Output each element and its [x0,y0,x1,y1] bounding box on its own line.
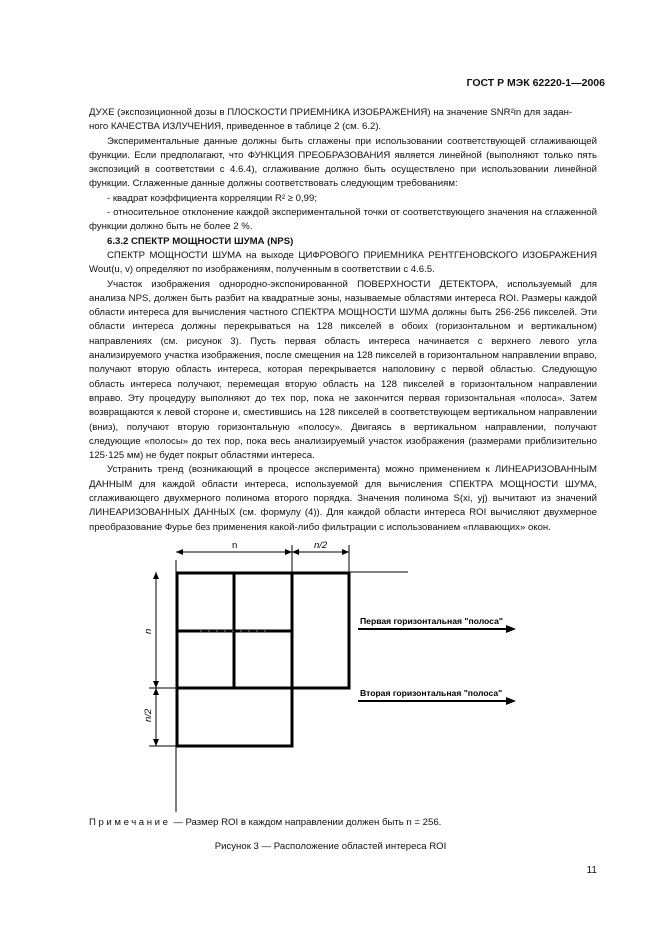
dimension-arrow-icon [153,572,159,579]
arrow-right-icon [506,625,516,633]
paragraph-4: Участок изображения однородно-экспонированной ПОВЕРХНОСТИ ДЕТЕКТОРА, используемый для анализа NPS, должен быть разбит на квадратные зоны, называемые областями интереса ROI. Размеры каждой области интереса для вычисления частного СПЕКТРА МОЩНОСТИ ШУМА должны быть 256·256 пикселей. Эти области интереса должны перекрываться на 128 пикселей в обоих (горизонтальном и вертикальном) направлениях (см. рисунок 3). Пусть первая область интереса начинается с верхнего левого угла анализируемого участка изображения, после смещения на 128 пикселей в горизонтальном направлении вправо, получают вторую область интереса, которая перекрывается наполовину с первой областью. Следующую область интереса получают, перемещая вторую область на 128 пикселей в горизонтальном направлении вправо. Эту процедуру выполняют до тех пор, пока не закончится первая горизонтальная «полоса». Затем возвращаются к левой стороне и, сместившись на 128 пикселей в соответствующем вертикальном направлении (вниз), получают вторую горизонтальную «полосу». Двигаясь в вертикальном направлении, получают следующие «полосы» до тех пор, пока весь анализируемый участок изображения (размерами приблизительно 125·125 мм) не будет покрыт областями интереса. [89,278,597,462]
bullet-1: - квадрат коэффициента корреляции R² ≥ 0,99; [107,192,318,204]
bullet-2: - относительное отклонение каждой экспериментальной точки от соответствующего значения на сглаженной функции должно быть не более 2 %. [89,207,597,233]
dimension-arrow-icon [153,739,159,746]
arrow-label-1: Первая горизонтальная "полоса" [360,616,503,626]
document-header: ГОСТ Р МЭК 62220-1—2006 [466,77,605,89]
paragraph-2: Экспериментальные данные должны быть сглажены при использовании соответствующей сглаживающей функции. Если предполагают, что ФУНКЦИЯ ПРЕОБРАЗОВАНИЯ является линейной (выполняют только пять экспозиций в соответствии с 4.6.4), сглаживание должно быть осуществлено при использовании линейной функции. Сглаженные данные должны соответствовать следующим требованиям: [89,135,597,190]
figure-caption: Рисунок 3 — Расположение областей интереса ROI [214,841,447,852]
label-n2-top: n/2 [314,540,328,551]
label-n-side: n [143,628,154,634]
page-number: 11 [586,865,597,876]
arrow-right-icon [506,697,516,705]
dimension-arrow-icon [176,549,183,555]
p1-line2: ного КАЧЕСТВА ИЗЛУЧЕНИЯ, приведенное в таблице 2 (см. 6.2). [89,121,382,133]
label-n-top: n [232,540,238,551]
paragraph-3: СПЕКТР МОЩНОСТИ ШУМА на выходе ЦИФРОВОГО ПРИЕМНИКА РЕНТГЕНОВСКОГО ИЗОБРАЖЕНИЯ Wout(u, v) определяют по изображениям, полученным в соответствии с 4.6.5. [89,249,597,276]
dimension-arrow-icon [153,681,159,688]
dimension-arrow-icon [153,688,159,695]
note-prefix: Примечание [89,817,171,828]
dimension-arrow-icon [342,549,349,555]
paragraph-5: Устранить тренд (возникающий в процессе эксперимента) можно применением к ЛИНЕАРИЗОВАННЫМ ДАННЫМ для каждой области интереса, используемой для вычисления СПЕКТРА МОЩНОСТИ ШУМА, сглаживающего двухмерного полинома второго порядка. Значения полинома S(xi, yj) вычитают из значений ЛИНЕАРИЗОВАННЫХ ДАННЫХ (см. формулу (4)). Для каждой области интереса ROI вычисляют двухмерное преобразование Фурье без применения какой-либо фильтрации с использованием «плавающих» окон. [89,464,597,533]
dimension-arrow-icon [285,549,292,555]
note-text: — Размер ROI в каждом направлении должен быть n = 256. [170,817,442,828]
dimension-arrow-icon [292,549,299,555]
label-n2-side: n/2 [143,708,154,722]
p1-line1: ДУХЕ (экспозиционной дозы в ПЛОСКОСТИ ПРИЕМНИКА ИЗОБРАЖЕНИЯ) на значение SNR²in для задан- [89,107,573,118]
section-heading: 6.3.2 СПЕКТР МОЩНОСТИ ШУМА (NPS) [107,235,294,247]
arrow-label-2: Вторая горизонтальная "полоса" [360,688,503,698]
figure-note [89,817,441,828]
